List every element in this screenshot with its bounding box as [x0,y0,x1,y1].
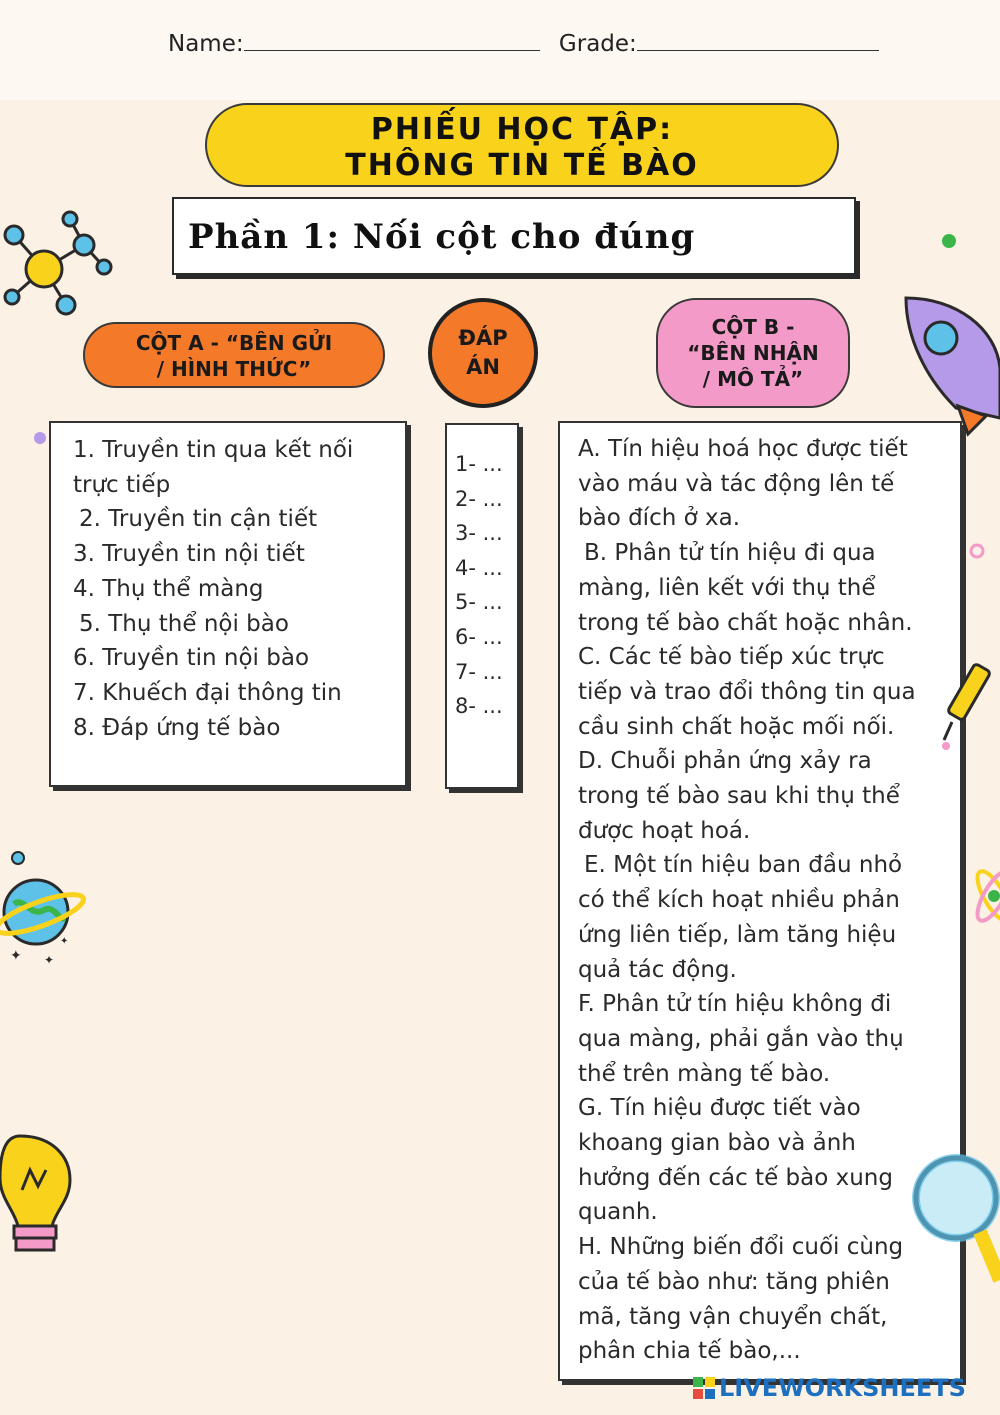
svg-text:✦: ✦ [60,936,69,947]
svg-text:✦: ✦ [10,948,22,964]
answer-item: 6- ... [455,624,503,649]
column-b-header [656,298,850,408]
part-title: Phần 1: Nối cột cho đúng [188,217,696,257]
column-b-line: vào máu và tác động lên tế [578,470,895,497]
pink-dot-icon [968,542,986,560]
column-a-header [83,322,385,388]
grade-label: Grade: [558,31,637,57]
column-a-item: 7. Khuếch đại thông tin [73,679,342,706]
column-b-line: màng, liên kết với thụ thể [578,574,876,601]
column-a-header-line: / HÌNH THỨC” [156,357,312,381]
title-line-2: THÔNG TIN TẾ BÀO [345,148,699,183]
column-b-line: được hoạt hoá. [578,817,751,844]
column-b-line: của tế bào như: tăng phiên [578,1268,890,1295]
magnifier-icon [904,1150,1000,1310]
column-b-line: thể trên màng tế bào. [578,1060,831,1087]
column-a-item: 4. Thụ thể màng [73,575,264,602]
name-grade-line [168,28,879,57]
answer-item: 7- ... [455,659,503,684]
column-a-box [49,421,407,787]
column-b-line: qua màng, phải gắn vào thụ [578,1025,904,1052]
column-a-item: 2. Truyền tin cận tiết [79,506,318,533]
name-field[interactable] [244,28,540,51]
column-a-item: 5. Thụ thể nội bào [79,610,289,637]
molecule-icon [0,205,120,325]
title-line-1: PHIẾU HỌC TẬP: [370,112,674,147]
svg-text:✦: ✦ [44,953,55,967]
column-b-line: có thể kích hoạt nhiều phản [578,887,900,914]
column-b-line: E. Một tín hiệu ban đầu nhỏ [584,852,903,879]
liveworksheets-logo-icon [693,1377,715,1399]
column-b-line: hưởng đến các tế bào xung [578,1164,893,1191]
column-b-line: A. Tín hiệu hoá học được tiết [578,436,908,462]
column-b-header-line: “BÊN NHẬN [687,341,819,365]
answer-column-header [428,298,538,408]
name-label: Name: [168,31,244,57]
column-b-line: B. Phân tử tín hiệu đi qua [584,540,876,567]
green-dot-icon [940,232,958,250]
column-b-header-line: CỘT B - [711,315,795,339]
column-b-line: G. Tín hiệu được tiết vào [578,1095,861,1122]
footer-brand[interactable] [693,1374,966,1402]
atom-icon [962,846,1000,946]
column-b-line: quả tác động. [578,956,737,983]
answer-header-line: ÁN [466,355,500,379]
column-b-line: khoang gian bào và ảnh [578,1130,856,1157]
column-b-line: bào đích ở xa. [578,505,740,532]
column-b-line: ứng liên tiếp, làm tăng hiệu [578,921,897,948]
column-b-line: F. Phân tử tín hiệu không đi [578,991,892,1018]
purple-dot-icon [32,430,48,446]
column-a-item: 6. Truyền tin nội bào [73,645,310,672]
answer-item: 4- ... [455,555,503,580]
column-b-line: H. Những biến đổi cuối cùng [578,1234,904,1261]
column-a-header-line: CỘT A - “BÊN GỬI [135,331,333,355]
column-a-item: 3. Truyền tin nội tiết [73,541,305,568]
column-a-item: 1. Truyền tin qua kết nối [73,437,354,463]
column-b-line: trong tế bào sau khi thụ thể [578,783,900,810]
column-b-line: mã, tăng vận chuyển chất, [578,1303,888,1330]
column-b-line: trong tế bào chất hoặc nhân. [578,609,913,636]
column-a-item: trực tiếp [73,471,171,498]
column-a-item: 8. Đáp ứng tế bào [73,714,281,741]
footer-brand-text: LIVEWORKSHEETS [719,1374,966,1402]
column-b-box [558,421,962,1381]
worksheet-title [205,103,839,187]
column-b-line: phân chia tế bào,... [578,1338,801,1365]
answer-item: 2- ... [455,486,503,511]
answer-item: 1- ... [455,452,503,476]
answer-item: 5- ... [455,590,503,615]
column-b-line: quanh. [578,1199,658,1226]
rocket-icon [896,288,1000,438]
lightbulb-icon [0,1130,80,1260]
answer-item: 8- ... [455,694,503,719]
planet-icon [0,848,90,968]
syringe-icon [938,650,1000,760]
column-b-line: C. Các tế bào tiếp xúc trực [578,644,885,671]
answer-box [445,423,519,789]
column-b-line: cầu sinh chất hoặc mối nối. [578,713,895,740]
answer-item: 3- ... [455,521,503,546]
column-b-line: tiếp và trao đổi thông tin qua [578,678,916,705]
column-b-line: D. Chuỗi phản ứng xảy ra [578,748,872,775]
answer-header-line: ĐÁP [458,326,508,350]
grade-field[interactable] [637,28,879,51]
column-b-header-line: / MÔ TẢ” [702,367,804,391]
part-title-box [172,197,856,275]
